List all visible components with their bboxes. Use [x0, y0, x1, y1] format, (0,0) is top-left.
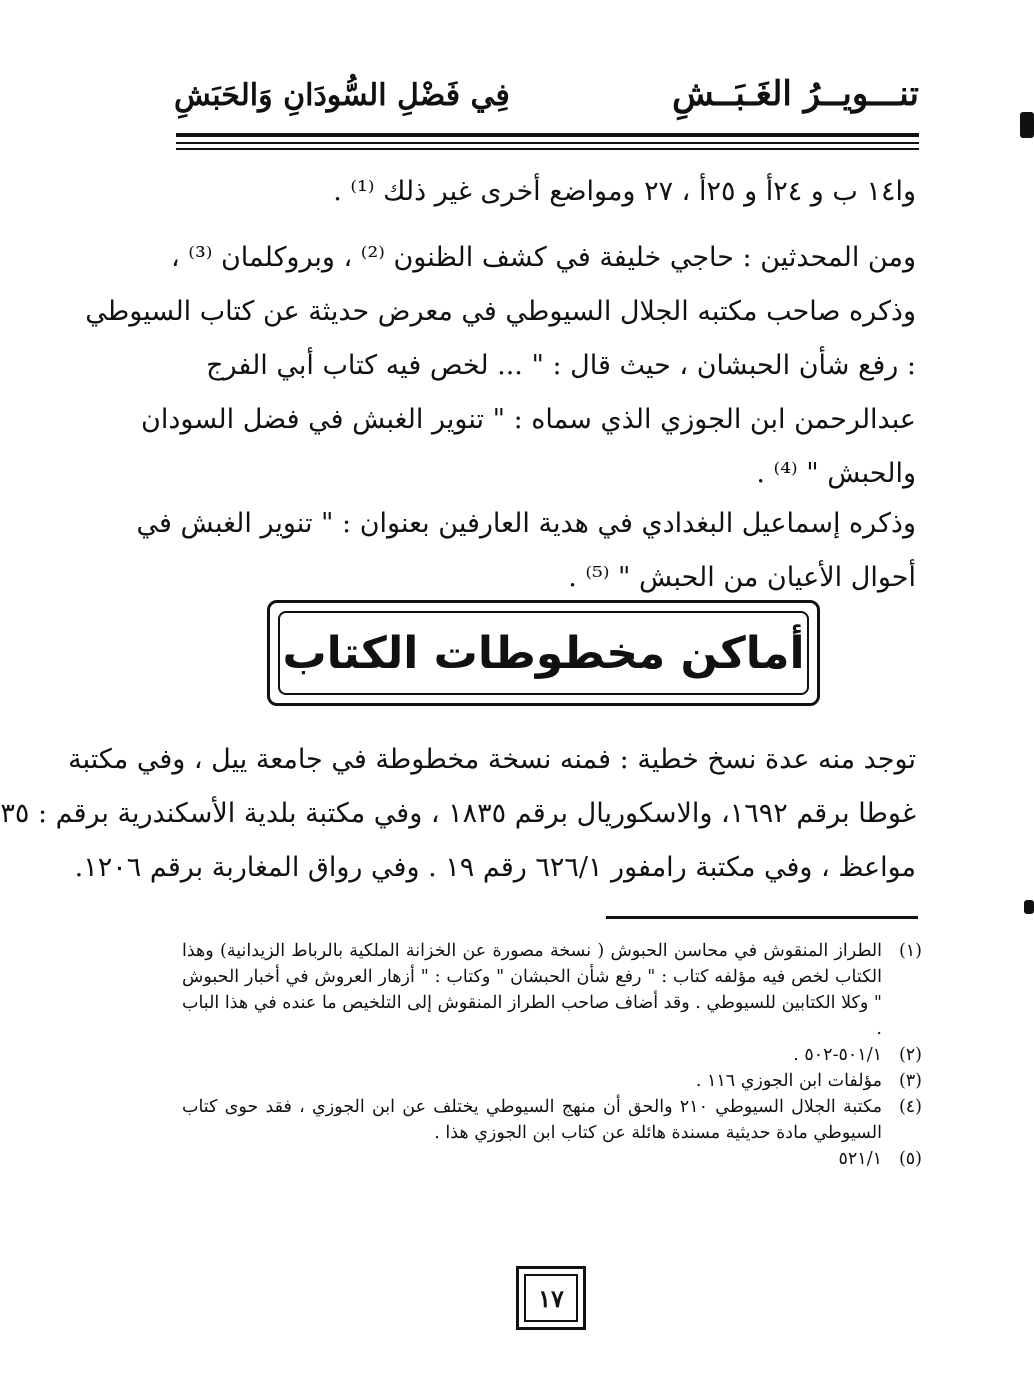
section-heading: أماكن مخطوطات الكتاب: [282, 627, 805, 679]
footnote-number: (١): [898, 941, 922, 961]
footnote: [182, 1042, 922, 1068]
section-heading-frame: [267, 600, 820, 706]
text-line: ومن المحدثين : حاجي خليفة في كشف الظنون ⁽²⁾ ، وبروكلمان ⁽³⁾ ،: [171, 242, 916, 273]
footnote-number: (٥): [898, 1149, 922, 1169]
running-header: [174, 74, 919, 124]
text-line: عبدالرحمن ابن الجوزي الذي سماه : " تنوير الغبش في فضل السودان: [141, 404, 916, 435]
paragraph-1: [181, 165, 916, 219]
header-rule-thick: [176, 133, 919, 137]
section-heading-inner-frame: [278, 611, 809, 695]
text-line: والحبش " ⁽⁴⁾ .: [756, 458, 916, 489]
text-line: أحوال الأعيان من الحبش " ⁽⁵⁾ .: [568, 562, 916, 593]
paragraph-2: [85, 231, 916, 501]
header-rule-thin: [176, 142, 919, 144]
text-line: وذكره صاحب مكتبه الجلال السيوطي في معرض حديثة عن كتاب السيوطي: [85, 296, 916, 327]
footnote: [182, 1146, 922, 1172]
text-line: مواعظ ، وفي مكتبة رامفور ٦٢٦/١ رقم ١٩ . وفي رواق المغاربة برقم ١٢٠٦.: [74, 852, 916, 883]
footnote-separator: [606, 916, 918, 919]
text-line: غوطا برقم ١٦٩٢، والاسكوريال برقم ١٨٣٥ ، وفي مكتبة بلدية الأسكندرية برقم : ٣٥: [0, 798, 916, 829]
header-rule-thin: [176, 148, 919, 150]
page-number: ١٧: [524, 1274, 578, 1322]
paragraph-4: [0, 733, 916, 895]
footnote: [182, 938, 922, 1042]
footnote-text: ٥٠١/١-٥٠٢ .: [793, 1045, 882, 1065]
footnote-number: (٣): [898, 1071, 922, 1091]
scan-edge-mark: [1024, 900, 1034, 914]
text-line: وا١٤ ب و ٢٤أ و ٢٥أ ، ٢٧ ومواضع أخرى غير ذلك ⁽¹⁾ .: [333, 176, 916, 207]
footnotes: [182, 938, 922, 1172]
text-line: توجد منه عدة نسخ خطية : فمنه نسخة مخطوطة في جامعة ييل ، وفي مكتبة: [68, 744, 916, 775]
paragraph-3: [136, 497, 916, 605]
footnote-text: الطراز المنقوش في محاسن الحبوش ( نسخة مصورة عن الخزانة الملكية بالرباط الزيدانية) وهذا الكتاب لخص فيه مؤلفه كتاب : " رفع شأن الحبشان " وكتاب : " أزهار العروش في أخبار الحبوش " وكلا الكتابين للسيوطي . وقد أضاف صاحب الطراز المنقوش إلى التلخيص ما عنده في هذا الباب .: [182, 941, 882, 1039]
page-number-box: [516, 1266, 586, 1330]
footnote-number: (٤): [898, 1097, 922, 1117]
footnote-text: مؤلفات ابن الجوزي ١١٦ .: [695, 1071, 882, 1091]
footnote-text: ٥٢١/١: [838, 1149, 882, 1169]
running-header-title: تنـــويــرُ الغَـبَــشِ: [672, 74, 919, 114]
running-header-subtitle: فِي فَضْلِ السُّودَانِ وَالحَبَشِ: [174, 78, 510, 113]
scan-edge-mark: [1020, 112, 1034, 138]
footnote-text: مكتبة الجلال السيوطي ٢١٠ والحق أن منهج السيوطي يختلف عن ابن الجوزي ، فقد حوى كتاب السيوطي مادة حديثية مسندة هائلة عن كتاب ابن الجوزي هذا .: [182, 1097, 882, 1143]
footnote: [182, 1094, 922, 1146]
footnote-number: (٢): [898, 1045, 922, 1065]
text-line: : رفع شأن الحبشان ، حيث قال : " ... لخص فيه كتاب أبي الفرج: [206, 350, 916, 381]
text-line: وذكره إسماعيل البغدادي في هدية العارفين بعنوان : " تنوير الغبش في: [136, 508, 916, 539]
footnote: [182, 1068, 922, 1094]
